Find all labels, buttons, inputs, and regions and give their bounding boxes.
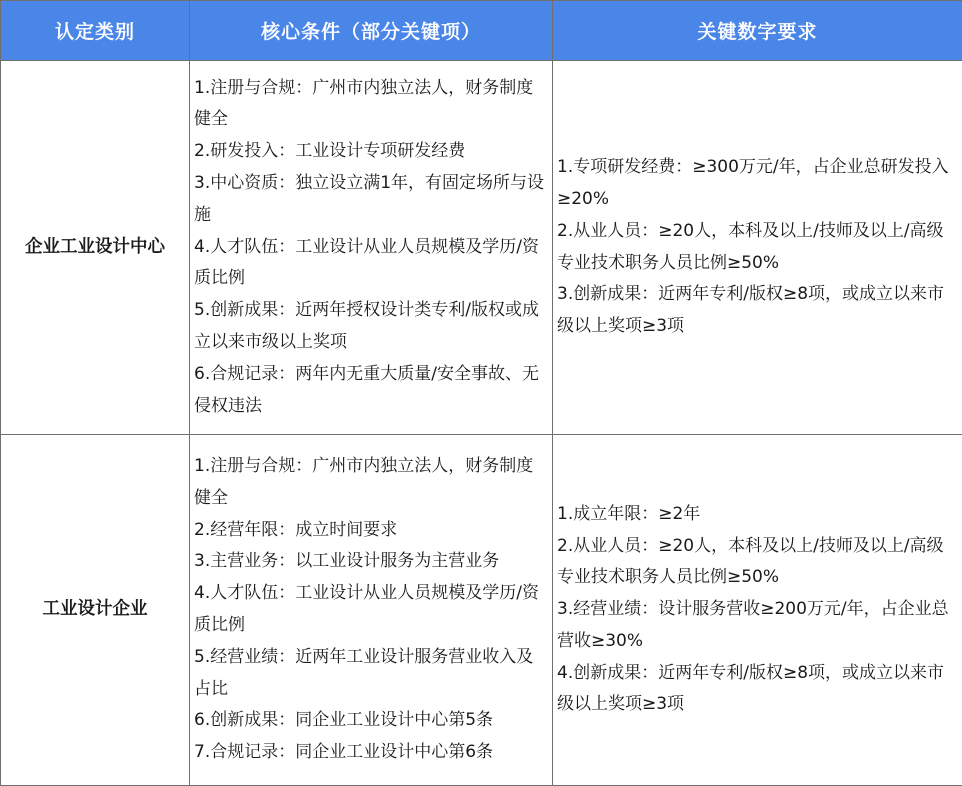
table-header-row [1,1,962,61]
condition-item: 6.合规记录：两年内无重大质量/安全事故、无侵权违法 [194,363,539,416]
requirement-item: 1.专项研发经费：≥300万元/年，占企业总研发投入≥20% [557,157,949,209]
table-row [1,435,962,786]
condition-item: 4.人才队伍：工业设计从业人员规模及学历/资质比例 [194,236,539,289]
condition-item: 5.创新成果：近两年授权设计类专利/版权或成立以来市级以上奖项 [194,300,539,352]
requirement-item: 1.成立年限：≥2年 [557,503,701,524]
category-cell: 企业工业设计中心 [1,61,190,435]
table-row [1,61,962,435]
condition-item: 2.研发投入：工业设计专项研发经费 [194,141,466,162]
condition-item: 5.经营业绩：近两年工业设计服务营业收入及占比 [194,646,534,699]
condition-item: 7.合规记录：同企业工业设计中心第6条 [194,742,494,763]
header-core-conditions: 核心条件（部分关键项） [190,1,553,61]
category-cell: 工业设计企业 [1,435,190,786]
condition-item: 3.中心资质：独立设立满1年，有固定场所与设施 [194,173,545,225]
condition-item: 6.创新成果：同企业工业设计中心第5条 [194,710,494,731]
condition-item: 1.注册与合规：广州市内独立法人，财务制度健全 [194,77,534,130]
requirement-item: 4.创新成果：近两年专利/版权≥8项，或成立以来市级以上奖项≥3项 [557,662,945,715]
condition-item: 2.经营年限：成立时间要求 [194,519,398,540]
requirement-item: 3.创新成果：近两年专利/版权≥8项，或成立以来市级以上奖项≥3项 [557,284,945,337]
conditions-cell [190,435,553,786]
condition-item: 1.注册与合规：广州市内独立法人，财务制度健全 [194,456,534,508]
conditions-cell [190,61,553,435]
requirement-item: 2.从业人员：≥20人，本科及以上/技师及以上/高级专业技术职务人员比例≥50% [557,535,944,588]
requirement-item: 3.经营业绩：设计服务营收≥200万元/年，占企业总营收≥30% [557,599,949,651]
condition-item: 4.人才队伍：工业设计从业人员规模及学历/资质比例 [194,583,539,635]
requirement-item: 2.从业人员：≥20人，本科及以上/技师及以上/高级专业技术职务人员比例≥50% [557,220,944,273]
requirements-cell [553,435,962,786]
condition-item: 3.主营业务：以工业设计服务为主营业务 [194,551,500,572]
header-category: 认定类别 [1,1,190,61]
header-key-numbers: 关键数字要求 [553,1,962,61]
requirements-cell [553,61,962,435]
